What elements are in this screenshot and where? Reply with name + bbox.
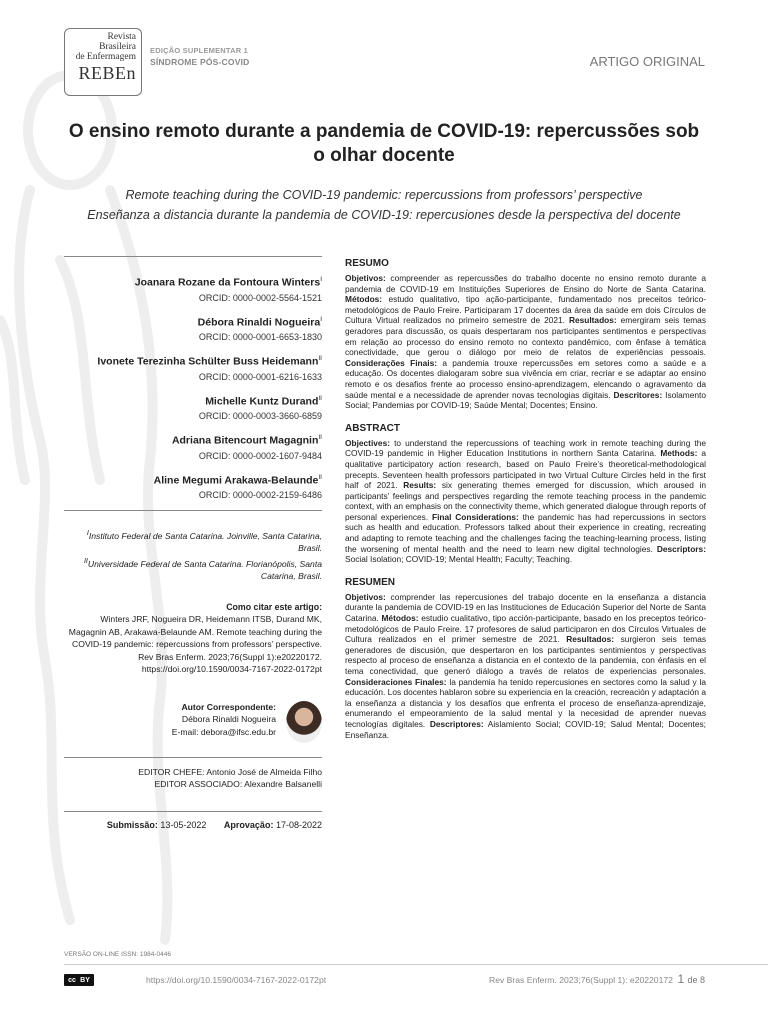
- editor-associate: EDITOR ASSOCIADO: Alexandre Balsanelli: [154, 779, 322, 790]
- cc-by-license-icon[interactable]: cc BY: [64, 974, 94, 986]
- edition-label: [150, 46, 249, 67]
- logo-reben: REBEn: [78, 63, 136, 83]
- footer-divider: [64, 964, 768, 965]
- citation-label: Como citar este artigo:: [226, 601, 322, 612]
- author-orcid[interactable]: ORCID: 0000-0002-5564-1521: [198, 292, 322, 303]
- resumen-section: [345, 577, 706, 740]
- author-orcid[interactable]: ORCID: 0000-0001-6216-1633: [198, 371, 322, 382]
- author-orcid[interactable]: ORCID: 0000-0002-1607-9484: [198, 450, 322, 461]
- affiliation: $^{II}$Universidade Federal de Santa Catarina. Florianópolis, Santa Catarina, Brasil.: [83, 556, 322, 582]
- author-affil-mark: II: [318, 473, 322, 481]
- author-name: Michelle Kuntz Durand: [205, 395, 319, 407]
- article-title: O ensino remoto durante a pandemia de COVID-19: repercussões sob o olhar docente: [68, 121, 700, 166]
- author-name: Ivonete Terezinha Schülter Buss Heidemann: [97, 355, 319, 368]
- author-affil-mark: II: [318, 434, 322, 441]
- corresponding-name: Débora Rinaldi Nogueira: [181, 714, 276, 725]
- author-entry: [64, 431, 322, 462]
- logo-line3: de Enfermagem: [75, 52, 136, 62]
- logo-line1: Revista: [107, 32, 136, 42]
- resumo-text: Objetivos: compreender as repercussões do trabalho docente no ensino remoto durante a pandemia de COVID-19 em Instituições Superiores de Ensino do Norte de Santa Catarina. Métodos: estudo qualitativo, tipo ação-participante, fundamentado nos preceitos teórico-metodológicos de Paulo Freire. Participaram 17 docentes da área da saúde em dois Círculos de Cultura Virtual realizados no primeiro semestre de 2021. Resultados: emergiram seis temas geradores para discussão, os quais despertaram nos participantes sentimentos e perspectivas em relação ao processo do ensino remoto no contexto pandêmico, com ênfase à temática conectividade, que gerou o diálogo por meio de relatos de experiências pessoais. Considerações Finais: a pandemia trouxe repercussões em setores como a saúde e a educação. Os docentes dialogaram sobre sua vivência em criar, recriar e se adaptar ao ensino remoto e os desafios frente ao processo ensino-aprendizagem, elencando o agravamento da saúde mental e a necessidade de aprender novas tecnologias digitais. Descritores: Isolamento Social; Pandemias por COVID-19; Saúde Mental; Docentes; Ensino.: [345, 273, 706, 411]
- author-entry: [64, 392, 322, 423]
- editors: [64, 757, 322, 791]
- article-type: ARTIGO ORIGINAL: [589, 54, 705, 69]
- footer-reference: Rev Bras Enferm. 2023;76(Suppl 1): e20220172: [489, 975, 673, 985]
- abstracts-column: [345, 258, 706, 752]
- submission-label: Submissão:: [106, 819, 158, 830]
- edition-line2: SÍNDROME PÓS-COVID: [150, 57, 250, 67]
- logo-line2: Brasileira: [99, 42, 136, 52]
- abstract-heading: ABSTRACT: [345, 422, 400, 434]
- author-entry: [64, 352, 322, 383]
- abstract-section: [345, 423, 706, 565]
- resumo-section: [345, 258, 706, 411]
- author-name: Aline Megumi Arakawa-Belaunde: [153, 474, 319, 486]
- author-name: Adriana Bitencourt Magagnin: [171, 434, 319, 447]
- divider: [64, 256, 322, 257]
- approval-date: 17-08-2022: [275, 819, 322, 830]
- author-affil-mark: II: [318, 355, 322, 362]
- author-affil-mark: I: [320, 276, 322, 283]
- author-entry: [64, 471, 322, 502]
- author-orcid[interactable]: ORCID: 0000-0001-6653-1830: [198, 332, 322, 342]
- dates: [64, 811, 322, 830]
- title-english: Remote teaching during the COVID-19 pandemic: repercussions from professors’ perspective: [125, 188, 643, 202]
- abstract-text: Objectives: to understand the repercussions of teaching work in remote teaching during the COVID-19 pandemic in Higher Education Institutions in northern Santa Catarina. Methods: a qualitative participatory action research, based on Paulo Freire’s theoretical-methodological precepts. Seventeen health professors participated in two Virtual Culture Circles held in the first half of 2021. Results: six generating themes emerged for discussion, which aroused in participants’ feelings and perspectives regarding the remote teaching process in the pandemic context, with an emphasis on the connectivity theme, which generated dialogue through reports of personal experiences. Final Considerations: the pandemic has had repercussions in sectors such as health and education. Professors talked about their experience in creating, recreating and adapting to remote teaching and the challenges facing the teaching-learning process, listing the worsening of mental health and the need to learn new digital technologies. Descriptors: Social Isolation; COVID-19; Mental Health; Faculty; Teaching.: [345, 437, 706, 565]
- edition-line1: EDIÇÃO SUPLEMENTAR 1: [150, 46, 249, 55]
- author-affil-mark: I: [320, 315, 322, 323]
- issn-label: VERSÃO ON-LINE ISSN: 1984-0446: [64, 951, 171, 958]
- corresponding-label: Autor Correspondente:: [181, 701, 276, 712]
- author-entry: [64, 273, 322, 304]
- footer-doi-link[interactable]: https://doi.org/10.1590/0034-7167-2022-0172pt: [146, 975, 327, 985]
- author-affil-mark: II: [318, 394, 322, 402]
- corresponding-email[interactable]: E-mail: debora@ifsc.edu.br: [171, 726, 276, 737]
- author-entry: [64, 313, 322, 344]
- resumen-heading: RESUMEN: [345, 576, 396, 588]
- author-list: [64, 273, 322, 501]
- left-column: [64, 256, 322, 830]
- affiliation: $^I$Instituto Federal de Santa Catarina. Joinville, Santa Catarina, Brasil.: [86, 529, 322, 554]
- author-name: Joanara Rozane da Fontoura Winters: [134, 276, 321, 289]
- author-name: Débora Rinaldi Nogueira: [197, 316, 321, 328]
- divider: [64, 510, 322, 511]
- citation-block: [64, 601, 322, 676]
- author-orcid[interactable]: ORCID: 0000-0003-3660-6859: [198, 411, 322, 421]
- author-orcid[interactable]: ORCID: 0000-0002-2159-6486: [198, 490, 322, 500]
- corresponding-author: [64, 701, 322, 743]
- affiliations: [64, 527, 322, 583]
- resumen-text: Objetivos: comprender las repercusiones del trabajo docente en la enseñanza a distancia durante la pandemia de COVID-19 en las Instituciones de Educación Superior del Norte de Santa Catarina. Métodos: estudio cualitativo, tipo acción-participante, basado en los preceptos teórico-metodológicos de Paulo Freire. 17 profesores de salud participaron en dos Círculos Virtuales de Cultura realizados en el primer semestre de 2021. Resultados: surgieron seis temas generadores de discusión, que despertaron en los participantes sentimientos y perspectivas respecto al proceso de enseñanza a distancia en el contexto de la pandemia, con énfasis en el tema conectividad, que generó diálogo a través de relatos de experiencias personales. Consideraciones Finales: la pandemia ha tenido repercusiones en sectores como la salud y la educación. Los docentes hablaron sobre su experiencia en la creación, recreación y adaptación a la enseñanza a distancia y los desafíos que enfrenta el proceso de enseñanza-aprendizaje, enumerando el empeoramiento de la salud mental y la necesidad de aprender nuevas tecnologías digitales. Descriptores: Aislamiento Social; COVID-19; Salud Mental; Docentes; Enseñanza.: [345, 591, 707, 740]
- alternate-titles: [64, 185, 704, 225]
- title-spanish: Enseñanza a distancia durante la pandemia de COVID-19: repercusiones desde la perspectiva del docente: [87, 208, 681, 222]
- journal-logo: [64, 28, 142, 96]
- approval-label: Aprovação:: [223, 819, 274, 830]
- submission-date: 13-05-2022: [160, 819, 207, 830]
- editor-chief: EDITOR CHEFE: Antonio José de Almeida Filho: [138, 766, 322, 777]
- resumo-heading: RESUMO: [345, 258, 389, 269]
- citation-text: Winters JRF, Nogueira DR, Heidemann ITSB, Durand MK, Magagnin AB, Arakawa-Belaunde AM. Remote teaching during the COVID-19 pandemic: repercussions from professors’ perspective. Rev Bras Enferm. 2023;76(Suppl 1):e20220172. https://doi.org/10.1590/0034-7167-2022-0172pt: [68, 614, 322, 675]
- author-photo: [286, 701, 322, 743]
- page-number: 1 de 8: [677, 972, 705, 986]
